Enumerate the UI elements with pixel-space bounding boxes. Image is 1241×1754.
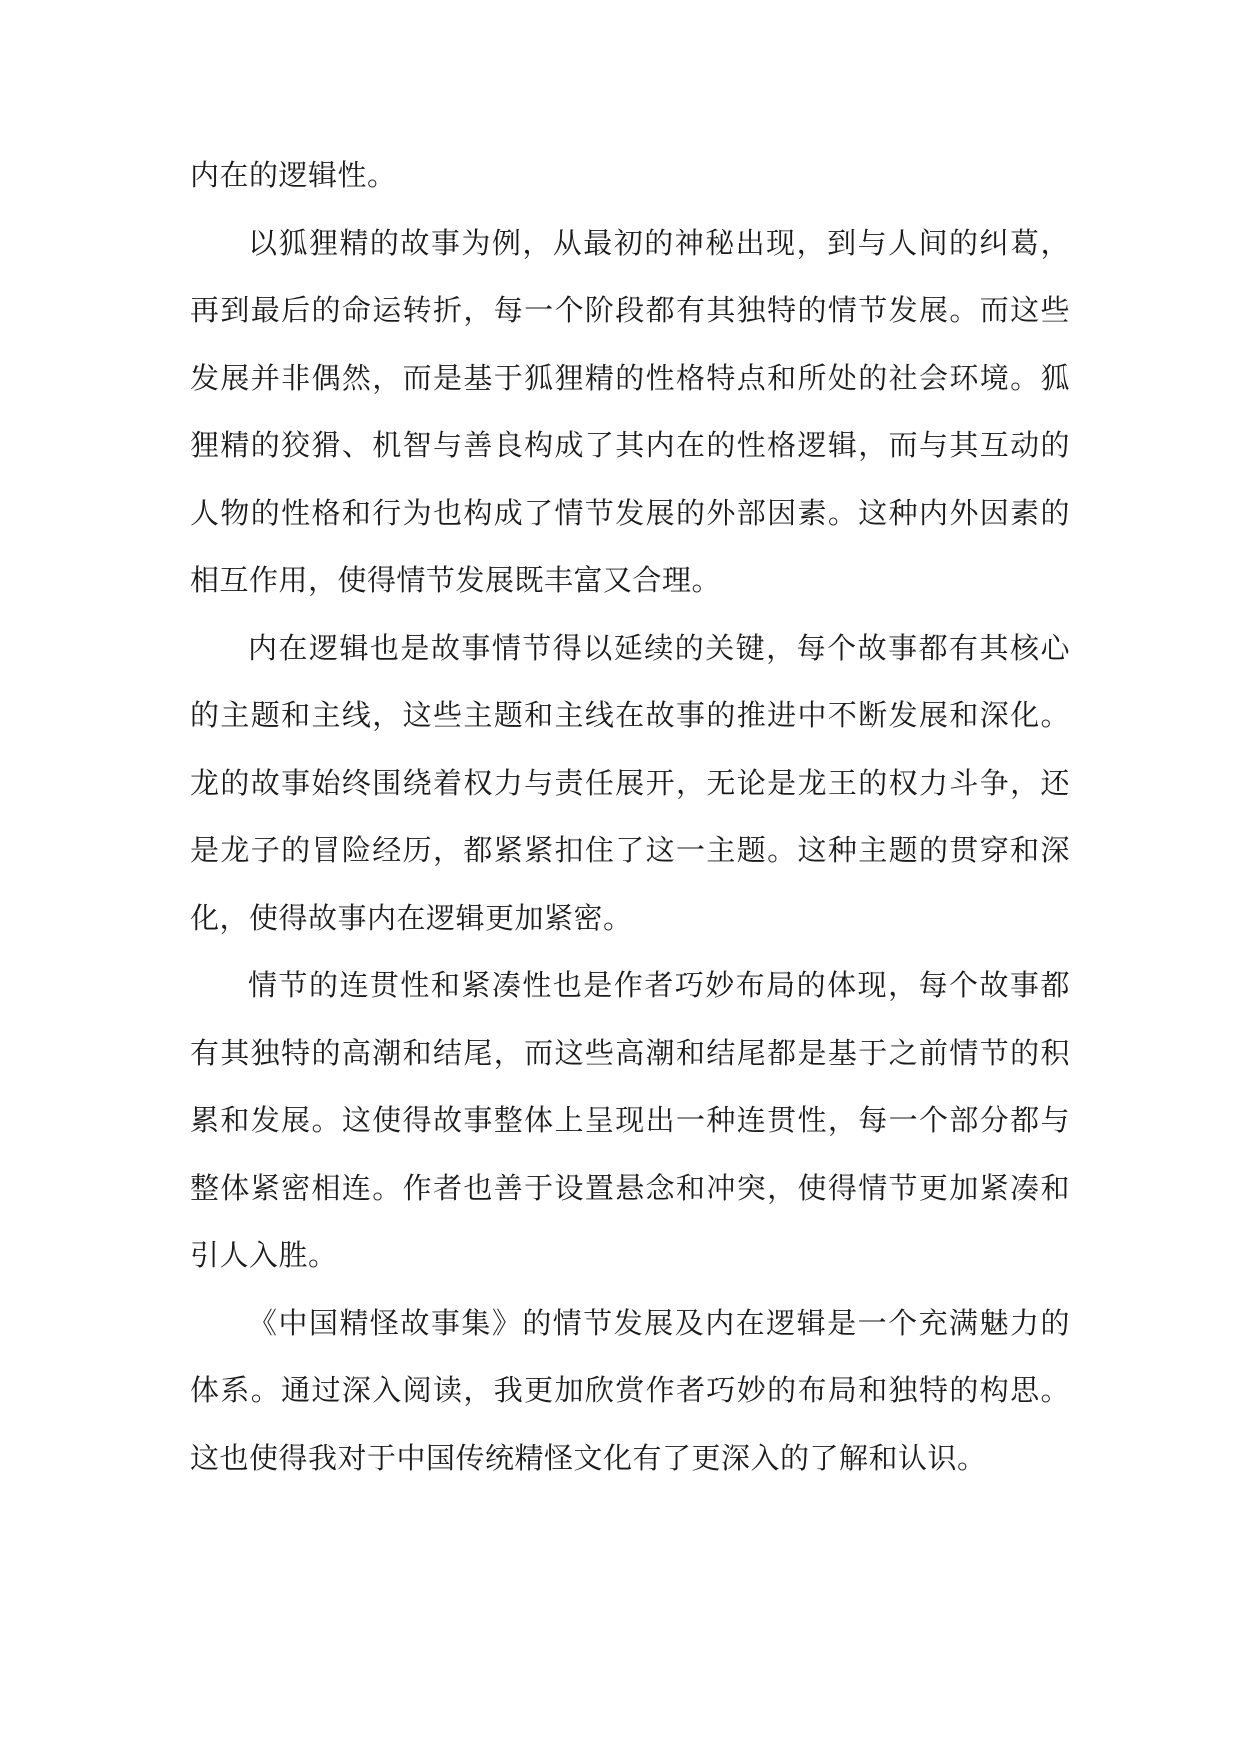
paragraph-continued: 内在的逻辑性。 (190, 158, 397, 192)
body-text (190, 142, 1070, 1492)
paragraph-inner-logic: 内在逻辑也是故事情节得以延续的关键，每个故事都有其核心的主题和主线，这些主题和主线在故事的推进中不断发展和深化。龙的故事始终围绕着权力与责任展开，无论是龙王的权力斗争，还是龙子的冒险经历，都紧紧扣住了这一主题。这种主题的贯穿和深化，使得故事内在逻辑更加紧密。 (190, 630, 1070, 935)
paragraph-conclusion: 《中国精怪故事集》的情节发展及内在逻辑是一个充满魅力的体系。通过深入阅读，我更加欣赏作者巧妙的布局和独特的构思。这也使得我对于中国传统精怪文化有了更深入的了解和认识。 (190, 1305, 1070, 1475)
paragraph-fox-story: 以狐狸精的故事为例，从最初的神秘出现，到与人间的纠葛，再到最后的命运转折，每一个阶段都有其独特的情节发展。而这些发展并非偶然，而是基于狐狸精的性格特点和所处的社会环境。狐狸精的狡猾、机智与善良构成了其内在的性格逻辑，而与其互动的人物的性格和行为也构成了情节发展的外部因素。这种内外因素的相互作用，使得情节发展既丰富又合理。 (190, 225, 1070, 597)
paragraph-coherence: 情节的连贯性和紧凑性也是作者巧妙布局的体现，每个故事都有其独特的高潮和结尾，而这些高潮和结尾都是基于之前情节的积累和发展。这使得故事整体上呈现出一种连贯性，每一个部分都与整体紧密相连。作者也善于设置悬念和冲突，使得情节更加紧凑和引人入胜。 (190, 968, 1070, 1272)
